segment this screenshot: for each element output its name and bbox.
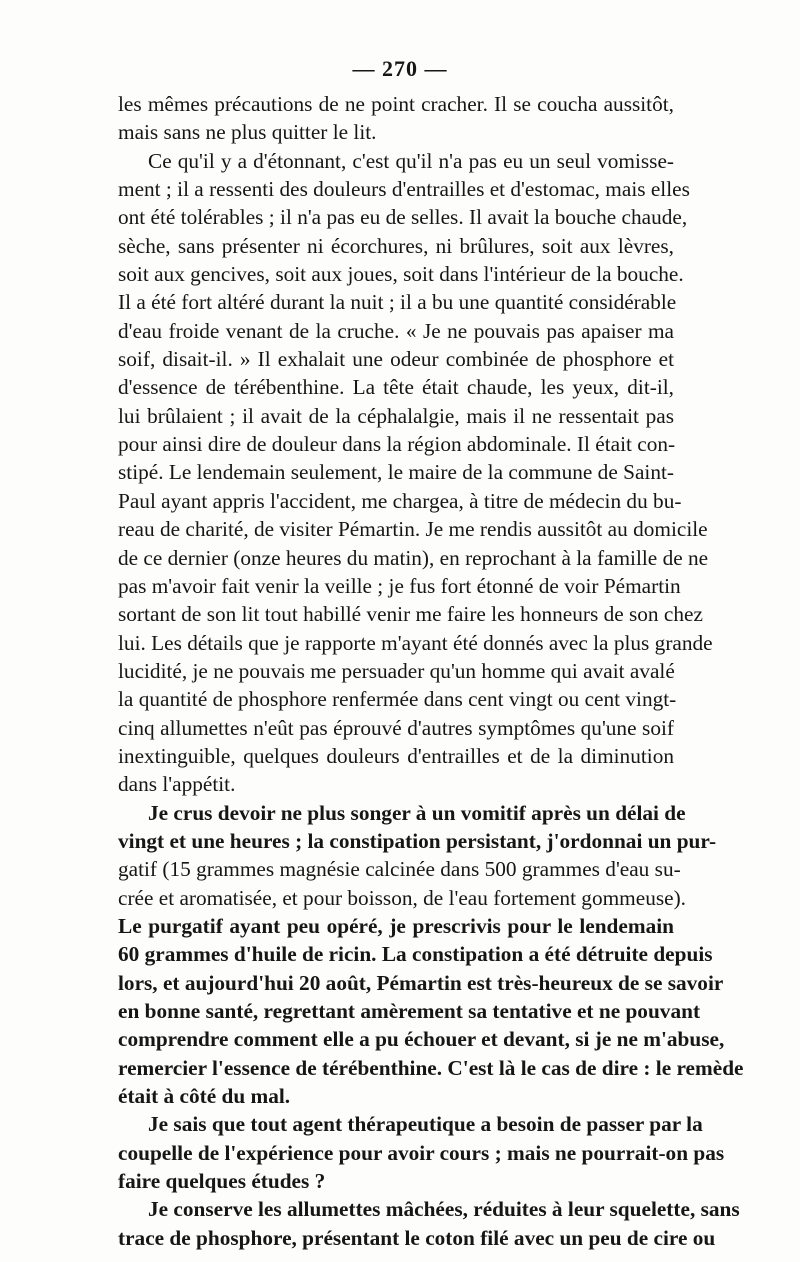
text-line: était à côté du mal. — [118, 1084, 291, 1109]
text-line: sortant de son lit tout habillé venir me faire les honneurs de son chez — [118, 602, 703, 627]
body-text — [118, 90, 744, 1252]
text-line: Le purgatif ayant peu opéré, je prescrivis pour le lendemain — [118, 913, 674, 938]
text-line: ont été tolérables ; il n'a pas eu de selles. Il avait la bouche chaude, — [118, 205, 688, 230]
text-line: crée et aromatisée, et pour boisson, de l'eau fortement gommeuse). — [118, 885, 686, 910]
text-line: lui. Les détails que je rapporte m'ayant été donnés avec la plus grande — [118, 630, 713, 655]
text-line: la quantité de phosphore renfermée dans cent vingt ou cent vingt- — [118, 687, 677, 712]
text-line: Je crus devoir ne plus songer à un vomitif après un délai de — [148, 800, 686, 825]
text-line: Ce qu'il y a d'étonnant, c'est qu'il n'a pas eu un seul vomisse- — [148, 148, 674, 173]
text-line: dans l'appétit. — [118, 772, 236, 797]
text-line: inextinguible, quelques douleurs d'entrailles et de la diminution — [118, 743, 674, 768]
text-line: Je conserve les allumettes mâchées, réduites à leur squelette, sans — [148, 1197, 740, 1222]
text-line: gatif (15 grammes magnésie calcinée dans 500 grammes d'eau su- — [118, 857, 681, 882]
text-line: Je sais que tout agent thérapeutique a besoin de passer par la — [148, 1112, 703, 1137]
text-line: ment ; il a ressenti des douleurs d'entrailles et d'estomac, mais elles — [118, 177, 690, 202]
text-line: lucidité, je ne pouvais me persuader qu'un homme qui avait avalé — [118, 658, 675, 683]
text-line: mais sans ne plus quitter le lit. — [118, 120, 377, 145]
text-line: cinq allumettes n'eût pas éprouvé d'autres symptômes qu'une soif — [118, 715, 674, 740]
page-number: — 270 — — [352, 56, 448, 81]
text-line: soit aux gencives, soit aux joues, soit dans l'intérieur de la bouche. — [118, 262, 684, 287]
text-line: stipé. Le lendemain seulement, le maire de la commune de Saint- — [118, 460, 674, 485]
text-line: remercier l'essence de térébenthine. C'est là le cas de dire : le remède — [118, 1055, 744, 1080]
text-line: faire quelques études ? — [118, 1169, 326, 1194]
text-line: vingt et une heures ; la constipation persistant, j'ordonnai un pur- — [118, 828, 717, 853]
text-line: en bonne santé, regrettant amèrement sa tentative et ne pouvant — [118, 999, 701, 1023]
text-line: comprendre comment elle a pu échouer et devant, si je ne m'abuse, — [118, 1027, 725, 1052]
text-line: pour ainsi dire de douleur dans la région abdominale. Il était con- — [118, 432, 676, 457]
text-line: pas m'avoir fait venir la veille ; je fus fort étonné de voir Pémartin — [118, 573, 681, 598]
text-line: d'eau froide venant de la cruche. « Je ne pouvais pas apaiser ma — [118, 318, 674, 343]
text-line: les mêmes précautions de ne point cracher. Il se coucha aussitôt, — [118, 92, 674, 116]
text-line: d'essence de térébenthine. La tête était chaude, les yeux, dit-il, — [118, 375, 674, 400]
text-line: lors, et aujourd'hui 20 août, Pémartin est très-heureux de se savoir — [118, 970, 724, 995]
text-line: Paul ayant appris l'accident, me chargea, à titre de médecin du bu- — [118, 488, 682, 513]
text-line: Il a été fort altéré durant la nuit ; il a bu une quantité considérable — [118, 290, 677, 315]
text-line: coupelle de l'expérience pour avoir cours ; mais ne pourrait-on pas — [118, 1140, 725, 1165]
text-line: soif, disait-il. » Il exhalait une odeur combinée de phosphore et — [118, 347, 674, 372]
text-line: lui brûlaient ; il avait de la céphalalgie, mais il ne ressentait pas — [118, 403, 674, 428]
text-line: reau de charité, de visiter Pémartin. Je me rendis aussitôt au domicile — [118, 517, 708, 542]
text-line: de ce dernier (onze heures du matin), en reprochant à la famille de ne — [118, 545, 709, 570]
text-line: sèche, sans présenter ni écorchures, ni brûlures, soit aux lèvres, — [118, 233, 674, 258]
text-line: trace de phosphore, présentant le coton filé avec un peu de cire ou — [118, 1225, 716, 1250]
text-line: 60 grammes d'huile de ricin. La constipation a été détruite depuis — [118, 942, 713, 967]
